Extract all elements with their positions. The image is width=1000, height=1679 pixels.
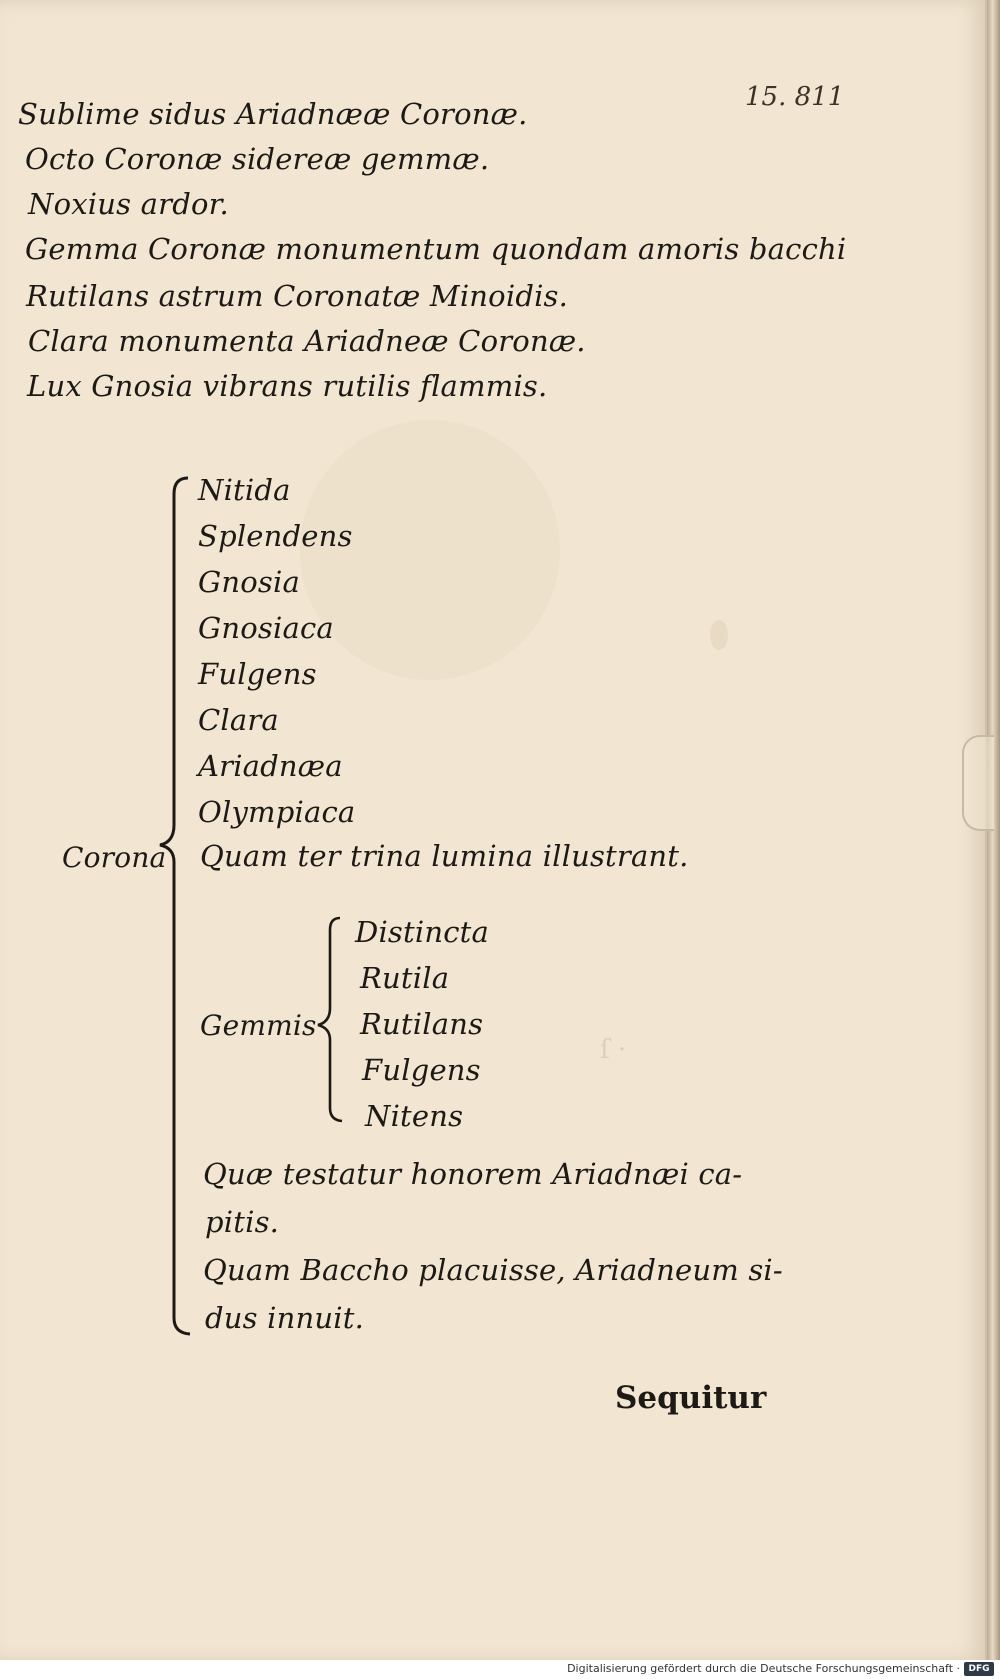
gem-epithet-3: Rutilans <box>360 1007 484 1041</box>
epithet-3: Gnosia <box>198 565 300 599</box>
epithet-5: Fulgens <box>198 657 317 691</box>
gem-epithet-4: Fulgens <box>362 1053 481 1087</box>
epithet-6: Clara <box>198 703 279 737</box>
epithet-2: Splendens <box>198 519 353 553</box>
text-line-2: Octo Coronæ sidereæ gemmæ. <box>25 142 490 176</box>
footer-credit: Digitalisierung gefördert durch die Deutsche Forschungsgemeinschaft · <box>567 1662 960 1675</box>
text-line-1: Sublime sidus Ariadnææ Coronæ. <box>18 97 528 131</box>
phrase-baccho-cont: dus innuit. <box>205 1301 364 1335</box>
phrase-baccho: Quam Baccho placuisse, Ariadneum si- <box>203 1253 783 1287</box>
phrase-testatur-cont: pitis. <box>205 1205 280 1239</box>
text-line-5: Rutilans astrum Coronatæ Minoidis. <box>26 279 569 313</box>
folio-number: 15. 811 <box>745 82 845 112</box>
gem-epithet-5: Nitens <box>365 1099 464 1133</box>
text-line-3: Noxius ardor. <box>28 187 229 221</box>
epithet-8: Olympiaca <box>198 795 356 829</box>
epithet-4: Gnosiaca <box>198 611 334 645</box>
main-brace <box>160 478 190 1334</box>
text-line-6: Clara monumenta Ariadneæ Coronæ. <box>28 324 586 358</box>
phrase-testatur: Quæ testatur honorem Ariadnæi ca- <box>203 1157 743 1191</box>
gem-epithet-2: Rutila <box>360 961 450 995</box>
dfg-logo: DFG <box>964 1662 994 1676</box>
phrase-ter-trina: Quam ter trina lumina illustrant. <box>200 839 689 873</box>
gemmis-label: Gemmis <box>200 1009 317 1042</box>
text-line-7: Lux Gnosia vibrans rutilis flammis. <box>27 369 548 403</box>
show-through-text: ſ · <box>600 1035 627 1065</box>
catchword: Sequitur <box>615 1380 767 1416</box>
epithet-1: Nitida <box>198 473 291 507</box>
epithet-7: Ariadnæa <box>198 749 343 783</box>
gem-epithet-1: Distincta <box>355 915 489 949</box>
footer-bar <box>0 1660 1000 1679</box>
text-line-4: Gemma Coronæ monumentum quondam amoris bacchi <box>25 232 847 266</box>
gemmis-brace <box>318 918 342 1121</box>
scheme-head: Corona <box>62 841 167 874</box>
